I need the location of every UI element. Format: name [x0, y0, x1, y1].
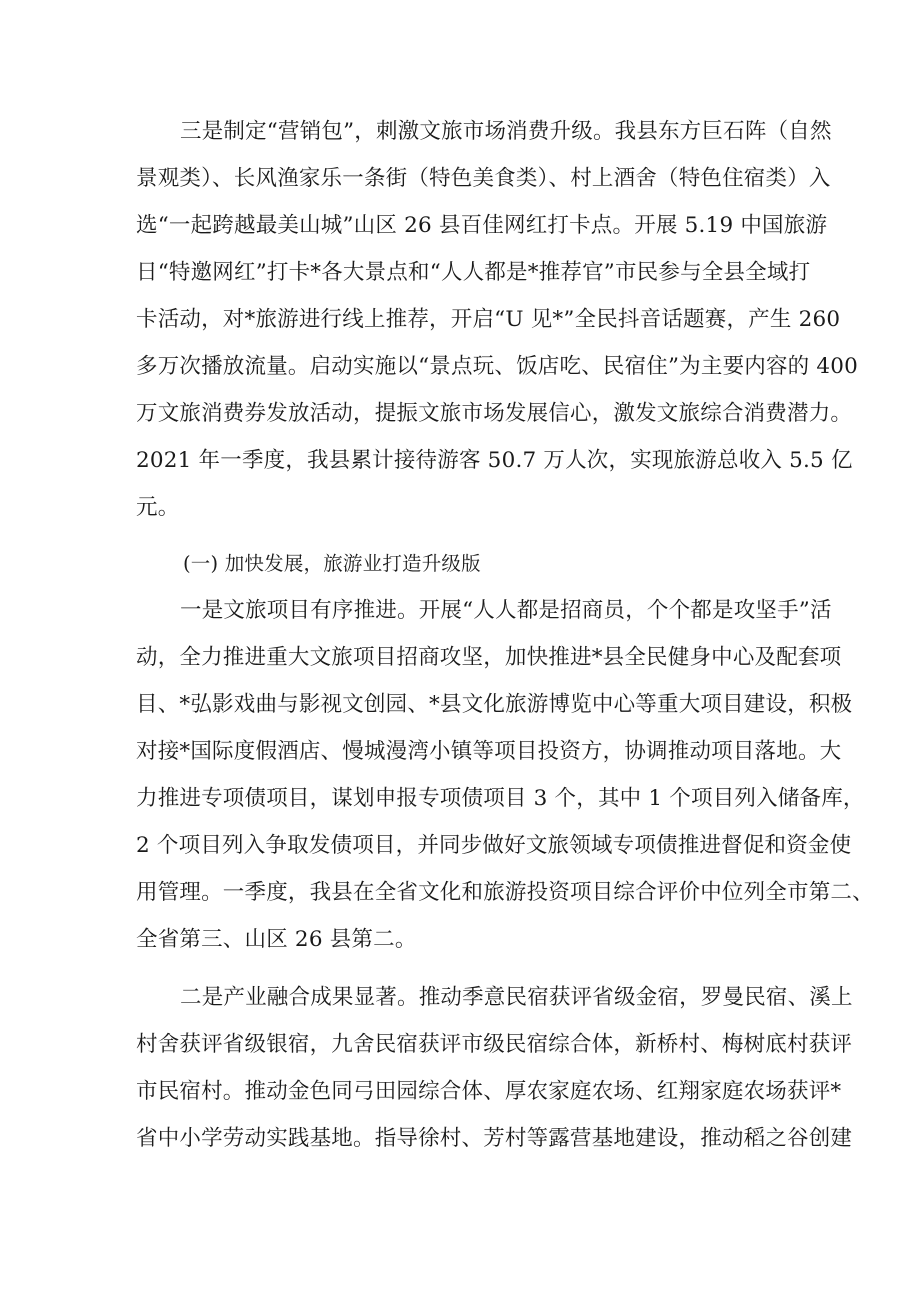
paragraph-line: 2021 年一季度，我县累计接待游客 50.7 万人次，实现旅游总收入 5.5 亿 [136, 448, 853, 473]
paragraph-line: 卡活动，对*旅游进行线上推荐，开启“U 见*”全民抖音话题赛，产生 260 [136, 307, 841, 332]
paragraph-line: 动，全力推进重大文旅项目招商攻坚，加快推进*县全民健身中心及配套项 [136, 645, 842, 670]
paragraph-line: 目、*弘影戏曲与影视文创园、*县文化旅游博览中心等重大项目建设，积极 [136, 692, 853, 717]
section-heading: (一) 加快发展，旅游业打造升级版 [183, 552, 481, 575]
paragraph-line: 多万次播放流量。启动实施以“景点玩、饭店吃、民宿住”为主要内容的 400 [136, 354, 859, 379]
paragraph-line: 二是产业融合成果显著。推动季意民宿获评省级金宿，罗曼民宿、溪上 [180, 985, 853, 1010]
paragraph-line: 景观类）、长风渔家乐一条街（特色美食类）、村上酒舍（特色住宿类）入 [136, 166, 831, 191]
paragraph-line: 选“一起跨越最美山城”山区 26 县百佳网红打卡点。开展 5.19 中国旅游 [136, 213, 828, 238]
paragraph-line: 一是文旅项目有序推进。开展“人人都是招商员，个个都是攻坚手”活 [180, 598, 832, 623]
paragraph-line: 全省第三、山区 26 县第二。 [136, 927, 417, 952]
paragraph-line: 对接*国际度假酒店、慢城漫湾小镇等项目投资方，协调推动项目落地。大 [136, 739, 842, 764]
paragraph-line: 用管理。一季度，我县在全省文化和旅游投资项目综合评价中位列全市第二、 [136, 880, 874, 905]
paragraph-line: 市民宿村。推动金色同弓田园综合体、厚农家庭农场、红翔家庭农场获评* [136, 1079, 842, 1104]
paragraph-line: 省中小学劳动实践基地。指导徐村、芳村等露营基地建设，推动稻之谷创建 [136, 1126, 853, 1151]
paragraph-line: 万文旅消费券发放活动，提振文旅市场发展信心，激发文旅综合消费潜力。 [136, 401, 853, 426]
paragraph-line: 元。 [136, 495, 180, 520]
paragraph-line: 村舍获评省级银宿，九舍民宿获评市级民宿综合体，新桥村、梅树底村获评 [136, 1032, 853, 1057]
paragraph-line: 力推进专项债项目，谋划申报专项债项目 3 个，其中 1 个项目列入储备库， [136, 786, 865, 811]
paragraph-line: 三是制定“营销包”，刺激文旅市场消费升级。我县东方巨石阵（自然 [180, 119, 832, 144]
paragraph-line: 日“特邀网红”打卡*各大景点和“人人都是*推荐官”市民参与全县全域打 [136, 260, 811, 285]
paragraph-line: 2 个项目列入争取发债项目，并同步做好文旅领域专项债推进督促和资金使 [136, 833, 852, 858]
